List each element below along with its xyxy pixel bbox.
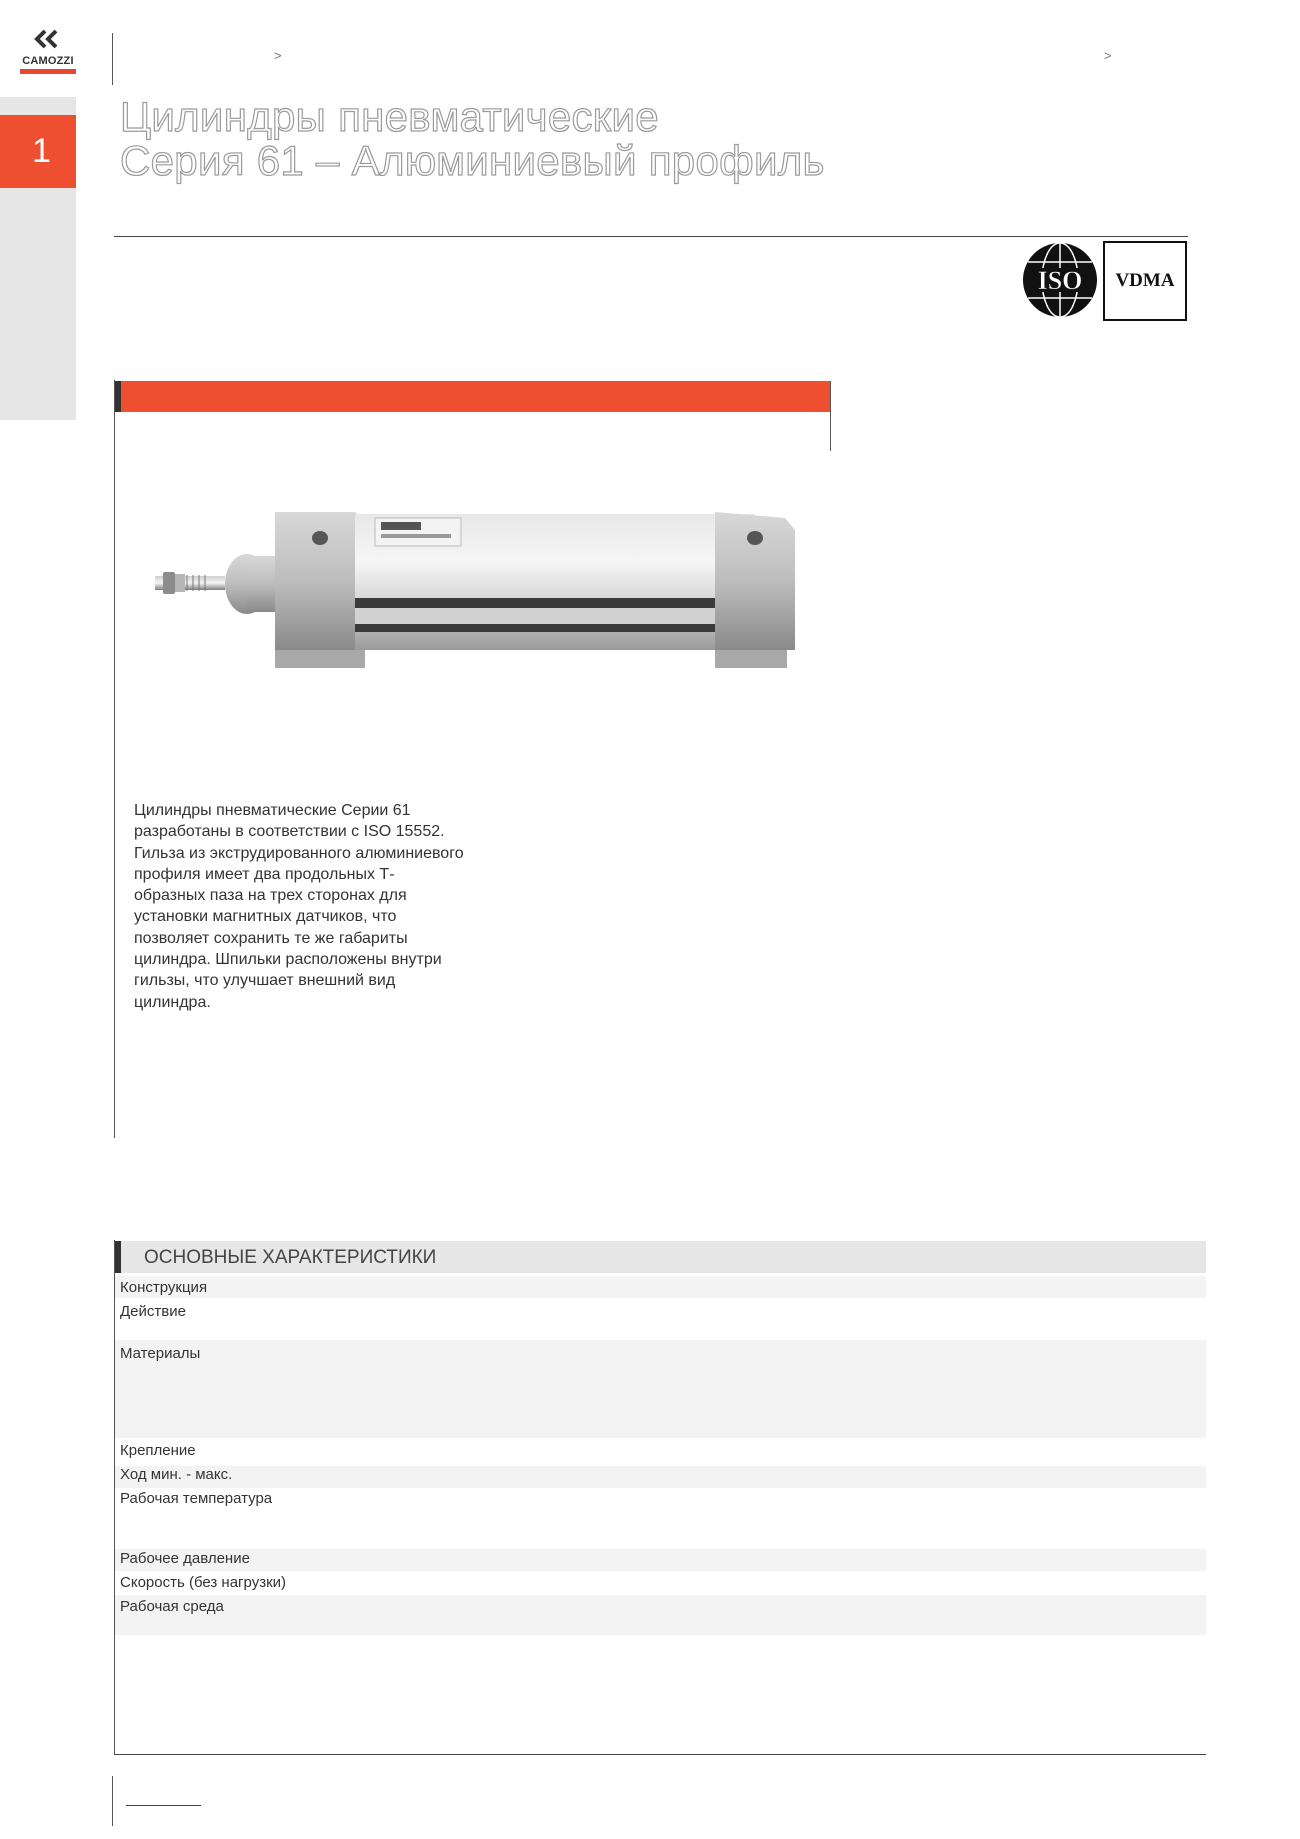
spec-label-materials: Материалы bbox=[120, 1345, 201, 1362]
title-line-1: Цилиндры пневматические bbox=[120, 93, 659, 140]
spec-row-bg bbox=[114, 1340, 1206, 1438]
title-line-2: Серия 61 – Алюминиевый профиль bbox=[120, 137, 825, 184]
iso-logo bbox=[1020, 240, 1100, 320]
spec-label-speed: Скорость (без нагрузки) bbox=[120, 1574, 287, 1591]
spec-label-stroke: Ход мин. - макс. bbox=[120, 1466, 233, 1483]
spec-row-bg bbox=[114, 1549, 1206, 1571]
divider bbox=[114, 1240, 115, 1754]
iso-text: ISO bbox=[1037, 266, 1083, 295]
divider bbox=[112, 33, 113, 85]
spec-label-pressure: Рабочее давление bbox=[120, 1550, 250, 1567]
specs-header-mark bbox=[114, 1241, 121, 1273]
spec-label-medium: Рабочая среда bbox=[120, 1598, 224, 1615]
divider bbox=[114, 380, 115, 1138]
vdma-logo bbox=[1103, 241, 1187, 321]
spec-label-temperature: Рабочая температура bbox=[120, 1490, 273, 1507]
section-header-bar bbox=[114, 381, 830, 412]
divider bbox=[112, 1776, 113, 1826]
camozzi-logo bbox=[18, 28, 78, 78]
cylinder-product-image bbox=[155, 500, 795, 675]
specs-title: ОСНОВНЫЕ ХАРАКТЕРИСТИКИ bbox=[144, 1247, 437, 1268]
spec-label-construction: Конструкция bbox=[120, 1279, 208, 1296]
divider bbox=[830, 381, 831, 451]
footer-line bbox=[126, 1805, 201, 1806]
chapter-tab[interactable] bbox=[0, 115, 76, 188]
spec-label-mounting: Крепление bbox=[120, 1442, 196, 1459]
spec-row-bg bbox=[114, 1595, 1206, 1635]
page-title bbox=[120, 95, 825, 183]
logo-bar bbox=[20, 69, 76, 74]
breadcrumb-arrow: > bbox=[274, 48, 282, 63]
divider bbox=[114, 236, 1188, 237]
logo-text: CAMOZZI bbox=[22, 55, 74, 67]
section-header-mark bbox=[114, 381, 121, 412]
product-description: Цилиндры пневматические Серии 61 разработаны в соответствии с ISO 15552. Гильза из экструдированного алюминиевого профиля имеет два продольных Т-образных паза на трех сторонах для установки магнитных датчиков, что позволяет сохранить те же габариты цилиндра. Шпильки расположены внутри гильзы, что улучшает внешний вид цилиндра. bbox=[134, 802, 464, 1011]
breadcrumb-arrow: > bbox=[1104, 48, 1112, 63]
spec-row-bg bbox=[114, 1466, 1206, 1488]
spec-row-bg bbox=[114, 1276, 1206, 1298]
camozzi-mark-icon bbox=[34, 28, 64, 54]
spec-label-action: Действие bbox=[120, 1303, 186, 1320]
vdma-text: VDMA bbox=[1115, 270, 1175, 291]
divider bbox=[114, 1754, 1206, 1755]
chapter-number: 1 bbox=[32, 132, 51, 170]
